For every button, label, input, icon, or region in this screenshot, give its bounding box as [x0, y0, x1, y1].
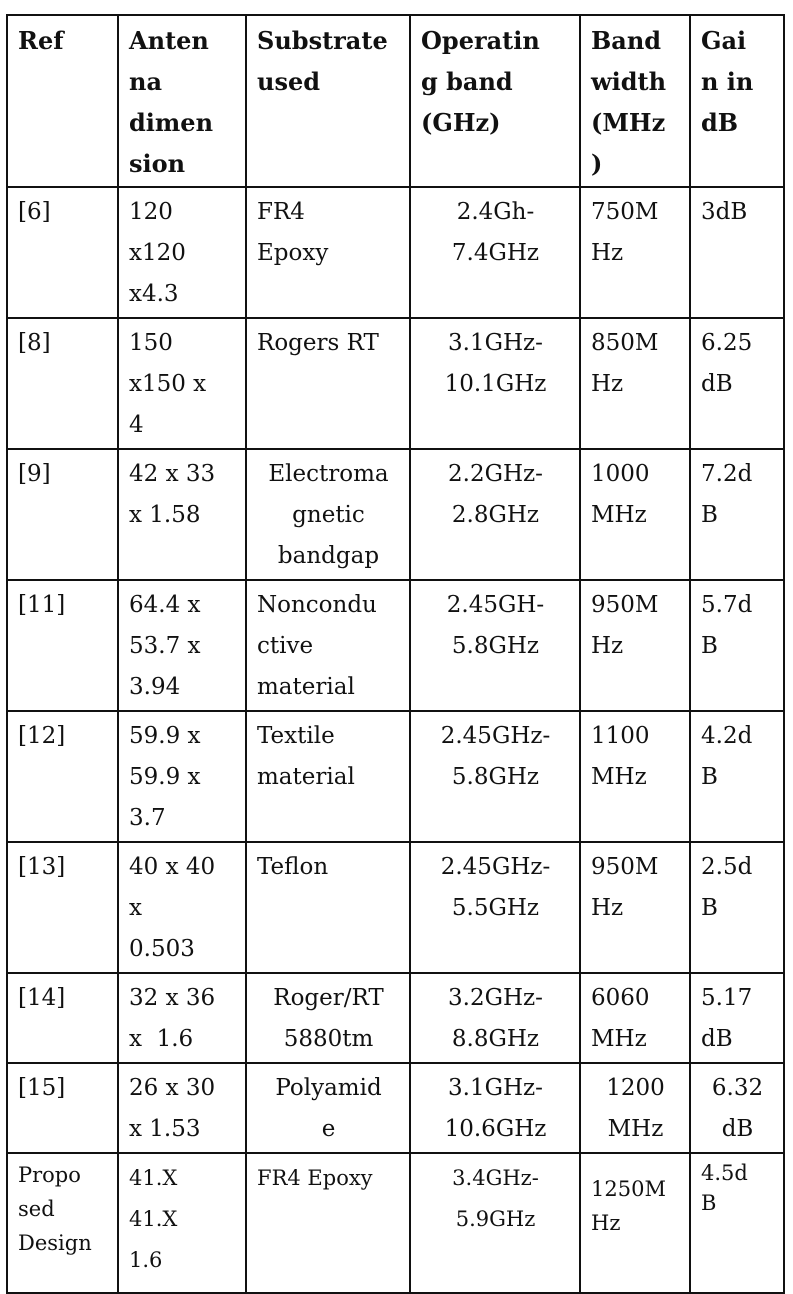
- cell-gain: 5.17 dB: [690, 973, 784, 1063]
- cell-dimension: 42 x 33 x 1.58: [118, 449, 246, 580]
- header-bandwidth: Band width (MHz ): [580, 15, 690, 187]
- cell-dimension: 64.4 x 53.7 x 3.94: [118, 580, 246, 711]
- cell-substrate: FR4 Epoxy: [246, 187, 410, 318]
- cell-gain: 3dB: [690, 187, 784, 318]
- cell-bandwidth: 1000 MHz: [580, 449, 690, 580]
- antenna-comparison-table: [6, 14, 785, 1294]
- table-row: [7, 187, 784, 318]
- cell-ref: [6]: [7, 187, 118, 318]
- table-row: [7, 973, 784, 1063]
- cell-operating-band: 2.45GHz- 5.8GHz: [410, 711, 580, 842]
- cell-ref: [13]: [7, 842, 118, 973]
- cell-substrate: Polyamid e: [246, 1063, 410, 1153]
- cell-ref: [8]: [7, 318, 118, 449]
- cell-ref: [11]: [7, 580, 118, 711]
- cell-gain: 4.5d B: [690, 1153, 784, 1293]
- table-row: [7, 318, 784, 449]
- cell-gain: 7.2d B: [690, 449, 784, 580]
- cell-operating-band: 3.1GHz- 10.6GHz: [410, 1063, 580, 1153]
- cell-dimension: 41.X 41.X 1.6: [118, 1153, 246, 1293]
- cell-substrate: Noncondu ctive material: [246, 580, 410, 711]
- cell-operating-band: 3.2GHz- 8.8GHz: [410, 973, 580, 1063]
- table-row: [7, 842, 784, 973]
- cell-dimension: 26 x 30 x 1.53: [118, 1063, 246, 1153]
- table-row: [7, 449, 784, 580]
- cell-ref: Propo sed Design: [7, 1153, 118, 1293]
- cell-substrate: Roger/RT 5880tm: [246, 973, 410, 1063]
- table-header-row: [7, 15, 784, 187]
- cell-operating-band: 2.2GHz- 2.8GHz: [410, 449, 580, 580]
- cell-substrate: Textile material: [246, 711, 410, 842]
- cell-dimension: 120 x120 x4.3: [118, 187, 246, 318]
- cell-gain: 5.7d B: [690, 580, 784, 711]
- cell-ref: [12]: [7, 711, 118, 842]
- table-row: [7, 1063, 784, 1153]
- cell-bandwidth: 1100 MHz: [580, 711, 690, 842]
- cell-substrate: Rogers RT: [246, 318, 410, 449]
- cell-operating-band: 2.45GHz- 5.5GHz: [410, 842, 580, 973]
- cell-ref: [9]: [7, 449, 118, 580]
- header-substrate-used: Substrate used: [246, 15, 410, 187]
- cell-operating-band: 2.4Gh- 7.4GHz: [410, 187, 580, 318]
- comparison-table-container: [6, 14, 785, 1294]
- cell-gain: 6.32 dB: [690, 1063, 784, 1153]
- header-operating-band: Operatin g band (GHz): [410, 15, 580, 187]
- cell-operating-band: 2.45GH- 5.8GHz: [410, 580, 580, 711]
- cell-dimension: 32 x 36 x 1.6: [118, 973, 246, 1063]
- cell-ref: [14]: [7, 973, 118, 1063]
- header-ref: Ref: [7, 15, 118, 187]
- cell-operating-band: 3.1GHz- 10.1GHz: [410, 318, 580, 449]
- table-row: [7, 711, 784, 842]
- table-row: [7, 1153, 784, 1293]
- cell-bandwidth: 1250M Hz: [580, 1153, 690, 1293]
- cell-bandwidth: 6060 MHz: [580, 973, 690, 1063]
- cell-bandwidth: 850M Hz: [580, 318, 690, 449]
- cell-substrate: Electroma gnetic bandgap: [246, 449, 410, 580]
- cell-bandwidth: 950M Hz: [580, 842, 690, 973]
- header-gain: Gai n in dB: [690, 15, 784, 187]
- cell-bandwidth: 750M Hz: [580, 187, 690, 318]
- cell-dimension: 59.9 x 59.9 x 3.7: [118, 711, 246, 842]
- cell-substrate: Teflon: [246, 842, 410, 973]
- cell-ref: [15]: [7, 1063, 118, 1153]
- cell-gain: 2.5d B: [690, 842, 784, 973]
- cell-dimension: 40 x 40 x 0.503: [118, 842, 246, 973]
- cell-bandwidth: 950M Hz: [580, 580, 690, 711]
- table-row: [7, 580, 784, 711]
- cell-operating-band: 3.4GHz- 5.9GHz: [410, 1153, 580, 1293]
- cell-dimension: 150 x150 x 4: [118, 318, 246, 449]
- cell-gain: 4.2d B: [690, 711, 784, 842]
- header-antenna-dimension: Anten na dimen sion: [118, 15, 246, 187]
- cell-bandwidth: 1200 MHz: [580, 1063, 690, 1153]
- cell-gain: 6.25 dB: [690, 318, 784, 449]
- cell-substrate: FR4 Epoxy: [246, 1153, 410, 1293]
